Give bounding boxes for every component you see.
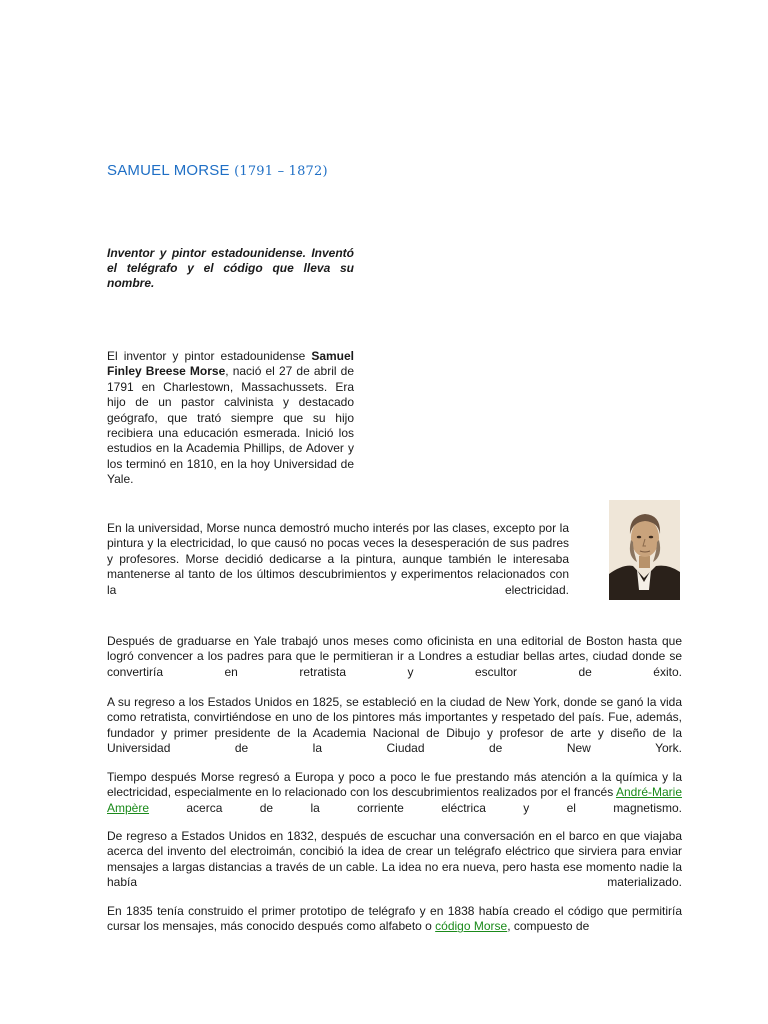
p1-text-after: , nació el 27 de abril de 1791 en Charlestown, Massachussets. Era hijo de un pastor calvinista y destacado geógrafo, que trató siempre que su hijo recibiera una educación esmerada. Inició los estudios en la Academia Phillips, de Adover y los terminó en 1810, en la hoy Universidad de Yale. bbox=[107, 364, 354, 487]
title-name: SAMUEL MORSE bbox=[107, 162, 230, 179]
p1-text-before: El inventor y pintor estadounidense bbox=[107, 349, 312, 363]
paragraph-telegraph-idea: De regreso a Estados Unidos en 1832, después de escuchar una conversación en el barco en que viajaba acerca del invento del electroimán, concibió la idea de crear un telégrafo eléctrico que sirviera para enviar mensajes a largas distancias a través de un cable. La idea no era nueva, pero hasta ese momento nadie la había materializado. bbox=[107, 829, 682, 890]
portrait-image bbox=[609, 500, 680, 600]
paragraph-morse-code bbox=[107, 904, 682, 935]
lead-summary: Inventor y pintor estadounidense. Inventó el telégrafo y el código que lleva su nombre. bbox=[107, 246, 354, 290]
page-title bbox=[107, 162, 328, 179]
p1-full-name: Samuel Finley Breese Morse bbox=[107, 349, 354, 379]
p7-text-after: , compuesto de bbox=[507, 919, 590, 934]
title-dates: (1791 – 1872) bbox=[234, 164, 328, 179]
paragraph-europe bbox=[107, 770, 682, 816]
p7-text-before: En 1835 tenía construido el primer prototipo de telégrafo y en 1838 había creado el código que permitiría cursar los mensajes, más conocido después como alfabeto o bbox=[107, 904, 682, 934]
p5-text-before: Tiempo después Morse regresó a Europa y poco a poco le fue prestando más atención a la química y la electricidad, especialmente en lo relacionado con los descubrimientos realizados por el francés bbox=[107, 770, 682, 800]
paragraph-birth bbox=[107, 349, 354, 488]
link-andre-marie-ampere[interactable]: André-Marie Ampère bbox=[107, 785, 682, 815]
paragraph-university: En la universidad, Morse nunca demostró mucho interés por las clases, excepto por la pintura y la electricidad, lo que causó no pocas veces la desesperación de sus padres y profesores. Morse decidió dedicarse a la pintura, aunque también le interesaba mantenerse al tanto de los últimos descubrimientos y experimentos relacionados con la electricidad. bbox=[107, 521, 569, 597]
portrait-icon bbox=[609, 500, 680, 600]
paragraph-london: Después de graduarse en Yale trabajó unos meses como oficinista en una editorial de Boston hasta que logró convencer a los padres para que le permitieran ir a Londres a estudiar bellas artes, ciudad donde se convertiría en retratista y escultor de éxito. bbox=[107, 634, 682, 679]
paragraph-new-york: A su regreso a los Estados Unidos en 1825, se estableció en la ciudad de New York, donde se ganó la vida como retratista, convirtiéndose en uno de los pintores más importantes y respetado del país. Fue, además, fundador y primer presidente de la Academia Nacional de Dibujo y profesor de arte y diseño de la Universidad de la Ciudad de New York. bbox=[107, 695, 682, 756]
link-codigo-morse[interactable]: código Morse bbox=[435, 919, 508, 934]
p5-text-after: acerca de la corriente eléctrica y el magnetismo. bbox=[149, 800, 682, 815]
